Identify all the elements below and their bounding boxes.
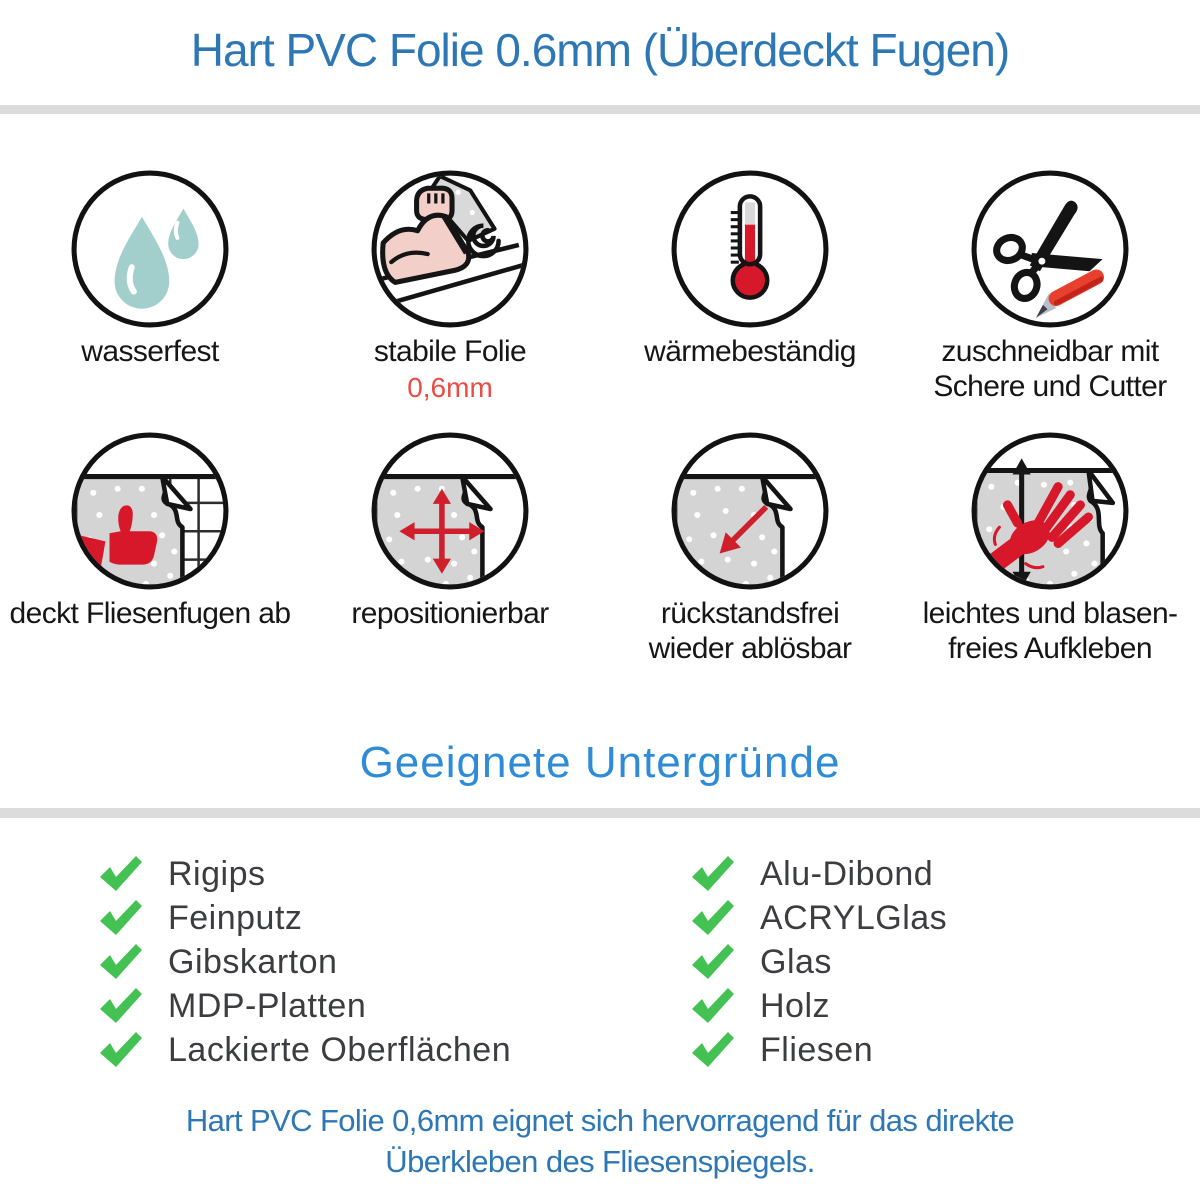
feature-caption: Schere und Cutter xyxy=(933,370,1167,403)
feature-rueckstandsfrei xyxy=(600,430,900,666)
water-drops-icon xyxy=(69,168,231,330)
feature-wasserfest xyxy=(0,168,300,430)
scissors-cutter-icon xyxy=(969,168,1131,330)
check-icon xyxy=(98,1031,144,1069)
feature-caption: deckt Fliesenfugen ab xyxy=(9,597,291,630)
feature-repositionierbar xyxy=(300,430,600,666)
check-icon xyxy=(690,987,736,1025)
footer-note xyxy=(0,1100,1200,1182)
move-arrows-foil-icon xyxy=(369,430,531,592)
feature-thickness-value: 0,6mm xyxy=(407,372,493,403)
hand-smoothing-foil-icon xyxy=(969,430,1131,592)
feature-zuschneidbar xyxy=(900,168,1200,430)
substrates-column-right xyxy=(690,852,947,1072)
substrate-item: Holz xyxy=(690,984,947,1028)
feature-caption: wieder ablösbar xyxy=(648,632,852,665)
substrates-lists xyxy=(0,852,1200,1072)
feature-caption: freies Aufkleben xyxy=(948,632,1152,665)
substrate-item: ACRYLGlas xyxy=(690,896,947,940)
footer-line: Überkleben des Fliesenspiegels. xyxy=(385,1144,815,1179)
feature-stabile-folie xyxy=(300,168,600,430)
muscle-arm-foil-roll-icon xyxy=(369,168,531,330)
substrate-item: Glas xyxy=(690,940,947,984)
substrates-heading: Geeignete Untergründe xyxy=(359,738,841,787)
check-icon xyxy=(98,855,144,893)
feature-caption: stabile Folie xyxy=(373,335,527,368)
feature-leichtes-aufkleben xyxy=(900,430,1200,666)
feature-caption: wärmebeständig xyxy=(644,335,856,368)
substrate-item: Gibskarton xyxy=(98,940,598,984)
footer-line: Hart PVC Folie 0,6mm eignet sich hervorragend für das direkte xyxy=(185,1103,1015,1138)
check-icon xyxy=(690,943,736,981)
feature-deckt-fliesenfugen xyxy=(0,430,300,666)
substrates-column-left xyxy=(98,852,598,1072)
check-icon xyxy=(690,855,736,893)
check-icon xyxy=(98,899,144,937)
thumbs-up-tile-foil-icon xyxy=(69,430,231,592)
divider-bar-top xyxy=(0,105,1200,114)
feature-waermebestaendig xyxy=(600,168,900,430)
check-icon xyxy=(690,1031,736,1069)
feature-caption: zuschneidbar mit xyxy=(941,335,1159,368)
page-title: Hart PVC Folie 0.6mm (Überdeckt Fugen) xyxy=(190,24,1010,76)
substrate-item: Fliesen xyxy=(690,1028,947,1072)
check-icon xyxy=(690,899,736,937)
substrate-item: Lackierte Oberflächen xyxy=(98,1028,598,1072)
substrate-item: Alu-Dibond xyxy=(690,852,947,896)
thermometer-icon xyxy=(669,168,831,330)
substrate-item: Rigips xyxy=(98,852,598,896)
feature-caption: repositionierbar xyxy=(351,597,549,630)
check-icon xyxy=(98,987,144,1025)
peel-arrow-foil-icon xyxy=(669,430,831,592)
substrate-item: Feinputz xyxy=(98,896,598,940)
check-icon xyxy=(98,943,144,981)
feature-caption: wasserfest xyxy=(81,335,219,368)
divider-bar-middle xyxy=(0,808,1200,818)
substrate-item: MDP-Platten xyxy=(98,984,598,1028)
feature-caption: rückstandsfrei xyxy=(660,597,840,630)
feature-caption: leichtes und blasen- xyxy=(922,597,1178,630)
feature-grid xyxy=(0,168,1200,666)
